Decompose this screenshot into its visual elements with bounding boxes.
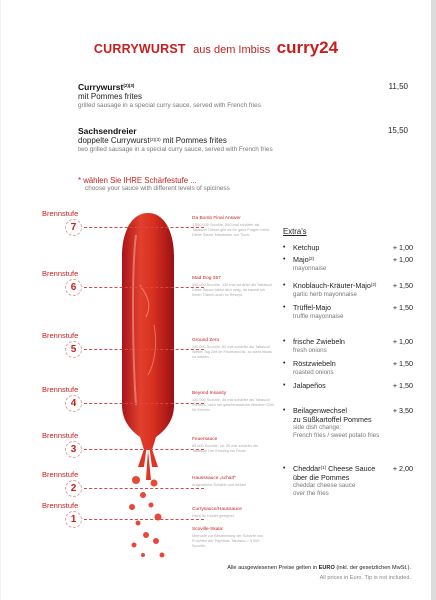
- extra-price: + 2,00: [392, 464, 413, 473]
- extra-name: Ketchup: [293, 243, 320, 252]
- extra-name-en-line2: French fries / sweet potato fries: [293, 431, 380, 439]
- extra-price: + 1,50: [392, 281, 413, 290]
- extra-item: [283, 382, 413, 391]
- bullet-icon: •: [283, 407, 286, 414]
- page-shadow: [431, 0, 436, 600]
- sauce-name: Scoville-Skala:: [192, 527, 224, 532]
- extra-item: • Majo$^{(2)}$ mayonnaise + 1,00: [283, 255, 413, 272]
- level-connector: [84, 287, 204, 288]
- spice-level-label: Brennstufe: [42, 209, 79, 218]
- page-title: CURRYWURST: [93, 42, 186, 56]
- extra-name-en: truffle mayonnaise: [293, 312, 344, 320]
- menu-page: [1, 0, 431, 600]
- spice-level-1: [42, 501, 104, 529]
- extra-name-en: cheddar cheese sauce: [293, 482, 356, 489]
- bullet-icon: •: [283, 282, 286, 289]
- extra-name: Beilagenwechsel: [293, 406, 347, 415]
- item-name: Currywurst: [78, 82, 124, 92]
- extra-item: [283, 304, 413, 320]
- extra-item: • Cheddar$^{(1)}$ Cheese Sauce über die Pommes cheddar cheese sauce over the fries + 2,00: [283, 464, 413, 497]
- sauce-description: [192, 437, 274, 454]
- level-connector: [84, 403, 204, 404]
- extra-price: + 1,00: [392, 243, 413, 252]
- extra-name-line2: über die Pommes: [293, 472, 350, 482]
- item-name: Sachsendreier: [78, 126, 137, 136]
- bullet-icon: •: [283, 304, 286, 311]
- extras-title: Extra's: [283, 227, 307, 236]
- sauce-description: [192, 338, 274, 359]
- extra-name: frische Zwiebeln: [293, 337, 345, 346]
- bullet-icon: •: [283, 244, 286, 251]
- page-header: [1, 38, 431, 58]
- extra-name-en: garlic herb mayonnaise: [293, 290, 357, 298]
- extra-name: Jalapeños: [293, 381, 326, 390]
- spice-level-label: Brennstufe: [42, 470, 79, 479]
- sauce-name: Mad Dog 357: [192, 276, 221, 281]
- spice-level-number: 1: [65, 511, 82, 528]
- level-connector: [84, 227, 204, 228]
- extra-name-en: side dish change:: [293, 424, 342, 431]
- extra-name-en: roasted onions: [293, 368, 334, 376]
- sauce-info: 85.000 Scoville, ca. 30 mal schärfer als Tabasco! Der Einstieg ins Feuer.: [192, 444, 259, 453]
- sauce-name: Da Bomb Final Answer: [192, 216, 241, 221]
- item-description-en: grilled sausage in a special curry sauce, served with French fries: [78, 102, 261, 109]
- item-description-en: two grilled sausage in a special curry sauce, served with French fries: [78, 146, 273, 153]
- bullet-icon: •: [283, 360, 286, 367]
- spice-level-6: [42, 269, 104, 297]
- level-connector: [84, 449, 204, 450]
- brand-logo: curry24: [276, 38, 339, 57]
- level-connector: [84, 488, 204, 489]
- sauce-info: Methode zur Bestimmung der Schärfe von Früchten der Paprikas. Tabasco = 3.000 Scoville.: [192, 534, 264, 548]
- spice-level-number: 4: [65, 395, 82, 412]
- spice-level-3: [42, 431, 104, 459]
- extra-name-line2: zu Süßkartoffel Pommes: [293, 414, 372, 424]
- extra-price: + 1,50: [392, 303, 413, 312]
- extra-item: [283, 407, 413, 439]
- item-price: 11,50: [388, 82, 408, 91]
- spice-level-number: 7: [65, 219, 82, 236]
- sauce-info: 350.000 Scoville, 130 mal schärfer als Tabasco! Diese Sauce bleibt dich ewig, da kannst ich Ihnen Tränen auch im Rezept.: [192, 283, 273, 297]
- item-description-de: doppelte Currywurst$^{(2)(3)}$ mit Pommes frites: [78, 136, 227, 145]
- extra-item: • Knoblauch-Kräuter-Majo$^{(2)}$ garlic herb mayonnaise + 1,50: [283, 281, 413, 298]
- bullet-icon: •: [283, 338, 286, 345]
- price-note-en: All prices in Euro. Tip is not included.: [319, 575, 411, 581]
- sauce-description: [192, 276, 274, 297]
- item-price: 15,50: [387, 126, 408, 135]
- extra-price: + 1,50: [392, 359, 413, 368]
- level-connector: [84, 349, 204, 350]
- spice-level-label: Brennstufe: [42, 385, 79, 394]
- extra-item: [283, 338, 413, 354]
- sauce-info: Nicht für Kinder geeignet.: [192, 514, 235, 518]
- extra-name-en-line2: over the fries: [293, 489, 329, 497]
- extra-price: + 1,00: [392, 337, 413, 346]
- bullet-icon: •: [283, 382, 286, 389]
- extras-section: [283, 227, 413, 497]
- spice-level-number: 6: [65, 279, 82, 296]
- spice-prompt: * wählen Sie IHRE Schärfestufe ...: [78, 176, 197, 185]
- sauce-description: [192, 476, 274, 488]
- spice-level-number: 3: [65, 441, 82, 458]
- chili-pepper-illustration: [96, 205, 201, 570]
- spice-level-2: [42, 470, 104, 498]
- sauce-description: [192, 391, 274, 412]
- spice-level-4: [42, 385, 104, 413]
- extra-name: Röstzwiebeln: [293, 359, 336, 368]
- spice-level-number: 5: [65, 341, 82, 358]
- extra-name: Trüffel-Majo: [293, 303, 331, 312]
- spice-level-label: Brennstufe: [42, 431, 79, 440]
- extra-price: + 1,50: [392, 381, 413, 390]
- price-note: Alle ausgewiesenen Preise gelten in EURO (inkl. der gesetzlichen MwSt.).: [227, 565, 411, 571]
- bullet-icon: •: [283, 256, 286, 263]
- spice-level-5: [42, 331, 104, 359]
- sauce-info: 220.000 Scoville, 80 mal schärfer als Tabasco! Weiter Tag Zeit im Feuerland ist, so steht etwas zu wissen.: [192, 345, 272, 359]
- sauce-name: Currysauce/Haussauce: [192, 507, 242, 512]
- sauce-description: [192, 507, 274, 519]
- sauce-info: Angenehme Schärfe und lecker!: [192, 483, 247, 487]
- spice-level-number: 2: [65, 480, 82, 497]
- sauce-info: 1.500.000 Scoville, 850 mal schärfer als Tabasco! Dieser gibt es für ganz Fragen mehr. Diese Sauce Mitarbeiter nur Tisch.: [192, 223, 270, 237]
- sauce-name: Beyond Insanity: [192, 391, 227, 396]
- extra-item: [283, 244, 413, 253]
- extra-name-en: mayonnaise: [293, 264, 327, 272]
- extra-name: Cheddar: [293, 464, 321, 473]
- spice-level-label: Brennstufe: [42, 501, 79, 510]
- extra-name: Majo: [293, 255, 309, 264]
- spice-level-label: Brennstufe: [42, 331, 79, 340]
- extra-price: + 3,50: [392, 406, 413, 415]
- allergen-note: (2)(3): [123, 83, 135, 88]
- extra-item: [283, 360, 413, 376]
- extra-name-en: fresh onions: [293, 346, 327, 354]
- spice-level-7: [42, 209, 104, 237]
- extra-name: Knoblauch-Kräuter-Majo: [293, 281, 371, 290]
- scoville-note: [192, 527, 274, 548]
- level-connector: [84, 519, 204, 520]
- sauce-name: Ground Zero: [192, 338, 220, 343]
- sauce-name: Hausssauce „scharf“: [192, 476, 236, 481]
- extra-price: + 1,00: [392, 255, 413, 264]
- sauce-description: [192, 216, 274, 237]
- bullet-icon: •: [283, 465, 286, 472]
- spice-prompt-en: choose your sauce with different levels of spiciness: [85, 185, 230, 192]
- item-description-de: mit Pommes frites: [78, 92, 143, 101]
- page-subtitle: aus dem Imbiss: [193, 44, 271, 56]
- sauce-info: 120.000 Scoville, 46 mal schärfer als Tabasco! Vorsicht, nicht nur geschmackliche Mischen Chili für Kenner.: [192, 398, 274, 412]
- sauce-name: Feuersauce: [192, 437, 218, 442]
- spice-level-label: Brennstufe: [42, 269, 79, 278]
- menu-item-sachsendreier: [78, 126, 408, 154]
- menu-item-currywurst: [78, 82, 408, 110]
